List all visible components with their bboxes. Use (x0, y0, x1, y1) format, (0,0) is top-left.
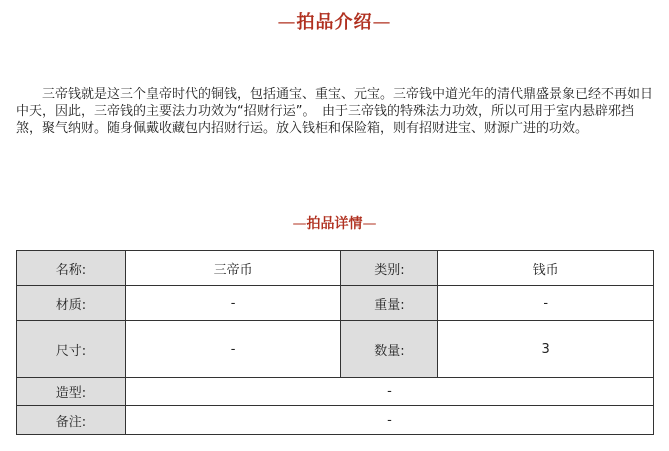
material-value: - (125, 286, 341, 321)
category-value: 钱币 (438, 251, 654, 286)
table-row (17, 286, 654, 321)
weight-label: 重量: (341, 286, 438, 321)
shape-value: - (125, 378, 653, 406)
details-title-text: 拍品详情 (306, 216, 363, 232)
table-row (17, 321, 654, 378)
category-label: 类别: (341, 251, 438, 286)
name-value: 三帝币 (125, 251, 341, 286)
remarks-label: 备注: (17, 406, 126, 435)
title-dash-right: — (372, 12, 392, 33)
intro-title-text: 拍品介绍 (296, 12, 373, 33)
name-label: 名称: (17, 251, 126, 286)
weight-value: - (438, 286, 654, 321)
title-dash-left: — (277, 12, 297, 33)
details-section-title (0, 213, 669, 233)
intro-indent (16, 87, 42, 102)
quantity-value: 3 (438, 321, 654, 378)
table-row (17, 251, 654, 286)
size-value: - (125, 321, 341, 378)
title-dash-right: — (362, 216, 377, 232)
intro-section-title (0, 8, 669, 34)
details-table (16, 250, 654, 435)
remarks-value: - (125, 406, 653, 435)
size-label: 尺寸: (17, 321, 126, 378)
table-row (17, 378, 654, 406)
title-dash-left: — (292, 216, 307, 232)
material-label: 材质: (17, 286, 126, 321)
intro-text: 三帝钱就是这三个皇帝时代的铜钱，包括通宝、重宝、元宝。三帝钱中道光年的清代鼎盛景象已经不再如日中天，因此，三帝钱的主要法力功效为“招财行运”。 由于三帝钱的特殊法力功效，所以可用于室内悬辟邪挡煞，聚气纳财。随身佩戴收藏包内招财行运。放入钱柜和保险箱，则有招财进宝、财源广进的功效。 (16, 87, 654, 136)
quantity-label: 数量: (341, 321, 438, 378)
table-row (17, 406, 654, 435)
intro-paragraph (16, 86, 656, 137)
shape-label: 造型: (17, 378, 126, 406)
